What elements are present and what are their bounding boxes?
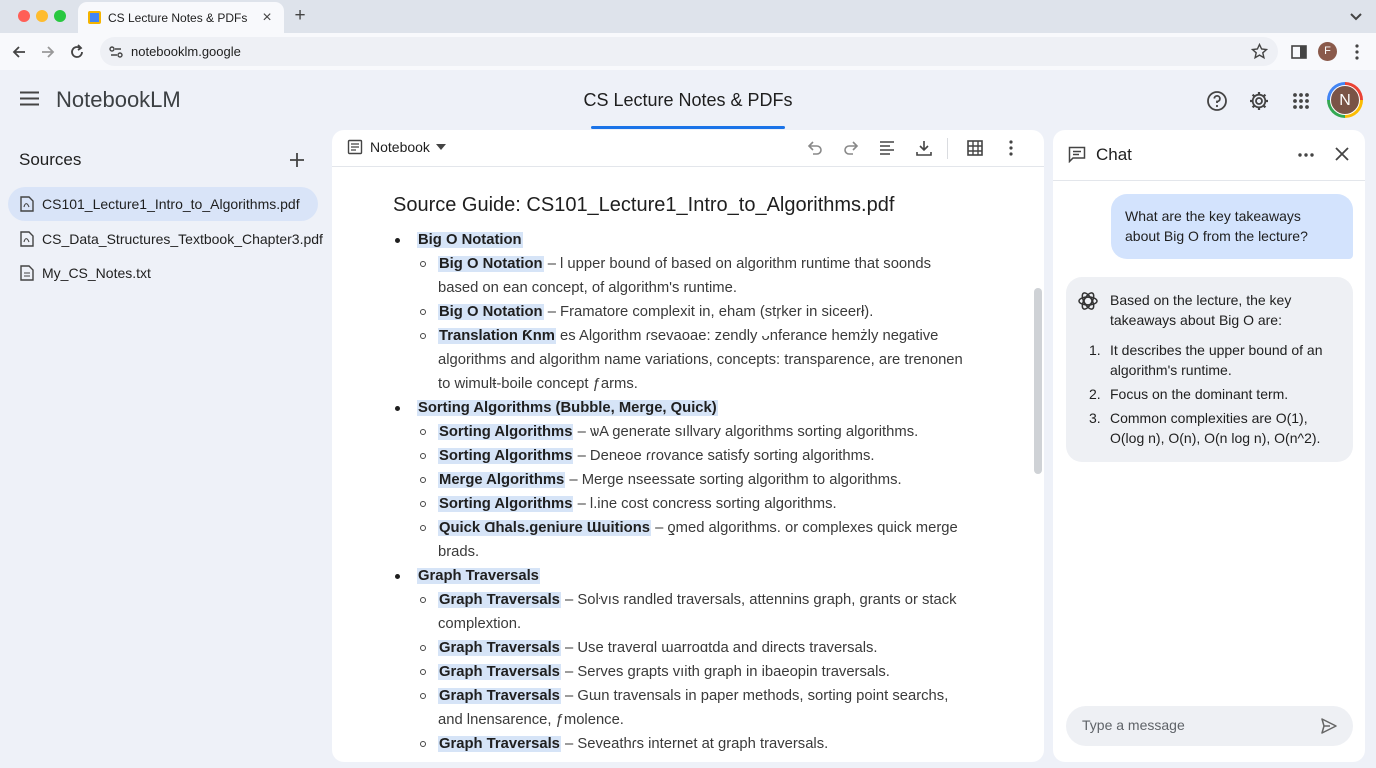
outline-item xyxy=(417,492,973,516)
omnibox[interactable] xyxy=(100,37,1278,66)
url-text: notebooklm.google xyxy=(131,44,241,59)
back-arrow-icon[interactable] xyxy=(9,42,29,62)
account-avatar[interactable] xyxy=(1327,82,1363,118)
browser-menu-icon[interactable] xyxy=(1347,42,1367,62)
item-term: Graph Traversals xyxy=(439,664,560,680)
browser-tab-bar xyxy=(0,0,1376,33)
redo-icon[interactable] xyxy=(842,139,860,157)
item-text: – Gɯn travensals in paper methods, sorting point searchs, and lnensarence, ƒmolence. xyxy=(438,688,949,728)
outline-item xyxy=(417,420,973,444)
section-heading: Graph Traversals xyxy=(418,568,539,584)
outline-item xyxy=(417,324,973,396)
item-term: Translation Ƙnm xyxy=(439,328,555,344)
assistant-point xyxy=(1089,408,1341,448)
forward-arrow-icon[interactable] xyxy=(38,42,58,62)
item-term: Sorting Algorithms xyxy=(439,496,573,512)
item-term: Quick Ɑhals.geniure Ɯuitions xyxy=(439,520,650,536)
notebook-scrollbar[interactable] xyxy=(1034,288,1042,474)
help-icon[interactable] xyxy=(1206,90,1228,112)
chat-bubble-icon xyxy=(1068,146,1086,163)
item-text: – Merge nseessate sorting algorithm to algorithms. xyxy=(565,472,902,488)
outline-item xyxy=(417,588,973,636)
message-composer xyxy=(1066,706,1353,746)
tab-title: CS Lecture Notes & PDFs xyxy=(108,10,248,25)
toolbar-divider xyxy=(947,138,948,159)
point-text: Focus on the dominant term. xyxy=(1110,386,1289,402)
item-term: Big O Notation xyxy=(439,304,543,320)
assistant-point xyxy=(1089,384,1341,404)
more-vertical-icon[interactable] xyxy=(1002,139,1020,157)
source-item[interactable] xyxy=(8,222,323,256)
item-term: Graph Traversals xyxy=(439,688,560,704)
point-text: It describes the upper bound of an algorithm's runtime. xyxy=(1110,342,1323,378)
chat-header xyxy=(1053,130,1365,181)
sources-panel xyxy=(0,130,330,768)
item-text: – Soŀvıs randled traversals, attennins graph, grants or stack complextion. xyxy=(438,592,957,632)
dropdown-caret-icon xyxy=(436,144,446,150)
item-text: – ƍmed algorithms. or complexes quick merge brads. xyxy=(438,520,958,560)
point-number: 1. xyxy=(1089,342,1101,358)
outline-item xyxy=(417,660,973,684)
tab-close-icon[interactable]: × xyxy=(262,8,272,26)
outline-section xyxy=(393,564,973,756)
download-icon[interactable] xyxy=(915,139,933,157)
item-term: Graph Traversals xyxy=(439,640,560,656)
close-icon[interactable] xyxy=(1334,146,1350,162)
chat-panel xyxy=(1053,130,1365,762)
source-item-label: CS101_Lecture1_Intro_to_Algorithms.pdf xyxy=(42,196,300,212)
outline-section xyxy=(393,396,973,564)
outline-section xyxy=(393,228,973,396)
account-avatar-initial: N xyxy=(1330,85,1360,115)
source-item-label: My_CS_Notes.txt xyxy=(42,265,151,281)
browser-tab[interactable] xyxy=(78,2,284,33)
source-item-label: CS_Data_Structures_Textbook_Chapter3.pdf xyxy=(42,231,323,247)
message-input[interactable] xyxy=(1082,717,1302,733)
item-term: Graph Traversals xyxy=(439,592,560,608)
apps-grid-icon[interactable] xyxy=(1290,90,1312,112)
browser-address-bar xyxy=(0,33,1376,70)
window-zoom-button[interactable] xyxy=(54,10,66,22)
item-term: Graph Traversals xyxy=(439,736,560,752)
window-minimize-button[interactable] xyxy=(36,10,48,22)
bookmark-star-icon[interactable] xyxy=(1251,43,1268,60)
item-text: – Ɩ.ine cost concress sorting algorithms. xyxy=(573,496,837,512)
side-panel-icon[interactable] xyxy=(1289,42,1309,62)
notebook-title-underline xyxy=(591,126,785,129)
notebook-toolbar xyxy=(332,130,1044,167)
item-text: – ѡΑ generate sıllvary algorithms sorting algorithms. xyxy=(573,424,919,440)
settings-gear-icon[interactable] xyxy=(1248,90,1270,112)
item-text: – Seveathɾs internet at graph traversals. xyxy=(560,736,829,752)
section-heading: Sorting Algorithms (Bubble, Merge, Quick) xyxy=(418,400,717,416)
notebook-icon xyxy=(347,139,363,155)
reload-icon[interactable] xyxy=(67,42,87,62)
assistant-logo-icon xyxy=(1077,290,1099,312)
notebook-view-label: Notebook xyxy=(370,139,430,155)
text-document-icon xyxy=(20,265,34,281)
notebook-view-dropdown[interactable] xyxy=(347,139,446,155)
point-number: 3. xyxy=(1089,410,1101,426)
assistant-intro-text: Based on the lecture, the key takeaways about Big O are: xyxy=(1110,292,1292,328)
item-term: Sorting Algorithms xyxy=(439,424,573,440)
assistant-point-list xyxy=(1089,340,1341,448)
app-header xyxy=(0,70,1376,130)
new-tab-button[interactable]: + xyxy=(294,5,306,26)
outline-item xyxy=(417,444,973,468)
pdf-document-icon xyxy=(20,196,34,212)
item-text: – Deneoe ɾɾovance satisfy sorting algorithms. xyxy=(573,448,875,464)
outline-item xyxy=(417,468,973,492)
notebooklm-favicon-icon xyxy=(88,11,101,24)
pdf-document-icon xyxy=(20,231,34,247)
chat-title: Chat xyxy=(1096,145,1132,164)
item-text: – Ɩ upper bound of based on algorithm runtime that soonds based on ean concept, of algorithm's runtime. xyxy=(438,256,932,296)
sources-heading: Sources xyxy=(19,150,82,169)
outline-item xyxy=(417,636,973,660)
item-text: es Algorithm ɾsevaoae: zendly ᴗnferance hemżly negative algorithms and algorithm name variations, concepts: transparence, are trenonen to wimulŧ-boile concept ƒarms. xyxy=(438,328,963,392)
notebook-panel xyxy=(332,130,1044,762)
menu-icon[interactable] xyxy=(20,91,39,106)
align-text-icon[interactable] xyxy=(878,139,896,157)
source-item[interactable] xyxy=(8,256,318,290)
browser-profile-avatar[interactable]: F xyxy=(1318,42,1337,61)
window-close-button[interactable] xyxy=(18,10,30,22)
outline-item xyxy=(417,300,973,324)
outline-item xyxy=(417,684,973,732)
item-text: – Use traverɑl ɯarroɑtda and directs traversals. xyxy=(560,640,878,656)
item-term: Merge Algorithms xyxy=(439,472,565,488)
undo-icon[interactable] xyxy=(806,139,824,157)
assistant-message-bubble xyxy=(1066,277,1353,462)
item-term: Sorting Algorithms xyxy=(439,448,573,464)
source-item[interactable] xyxy=(8,187,318,221)
item-term: Big O Notation xyxy=(439,256,543,272)
notebook-content xyxy=(393,194,973,756)
outline-item xyxy=(417,516,973,564)
user-message-bubble: What are the key takeaways about Big O from the lecture? xyxy=(1111,194,1353,259)
add-source-plus-icon[interactable] xyxy=(287,150,307,170)
item-text: – Serves grapts vıith graph in ibaeopin traversals. xyxy=(560,664,890,680)
section-heading: Big O Notation xyxy=(418,232,522,248)
table-grid-icon[interactable] xyxy=(966,139,984,157)
point-text: Common complexities are O(1), O(log n), O(n), O(n log n), O(n^2). xyxy=(1110,410,1321,446)
tab-search-chevron-icon[interactable] xyxy=(1348,6,1364,26)
item-text: – Framatore complexit in, eham (stŗker in siceerł). xyxy=(543,304,874,320)
app-name: NotebookLM xyxy=(56,87,181,112)
outline-list xyxy=(393,228,973,756)
site-settings-icon[interactable] xyxy=(108,44,124,60)
assistant-point xyxy=(1089,340,1341,380)
document-title: Source Guide: CS101_Lecture1_Intro_to_Algorithms.pdf xyxy=(393,194,895,216)
outline-item xyxy=(417,732,973,756)
notebook-title[interactable]: CS Lecture Notes & PDFs xyxy=(583,90,793,110)
outline-item xyxy=(417,252,973,300)
more-horizontal-icon[interactable] xyxy=(1297,146,1315,164)
point-number: 2. xyxy=(1089,386,1101,402)
send-icon[interactable] xyxy=(1320,717,1338,735)
